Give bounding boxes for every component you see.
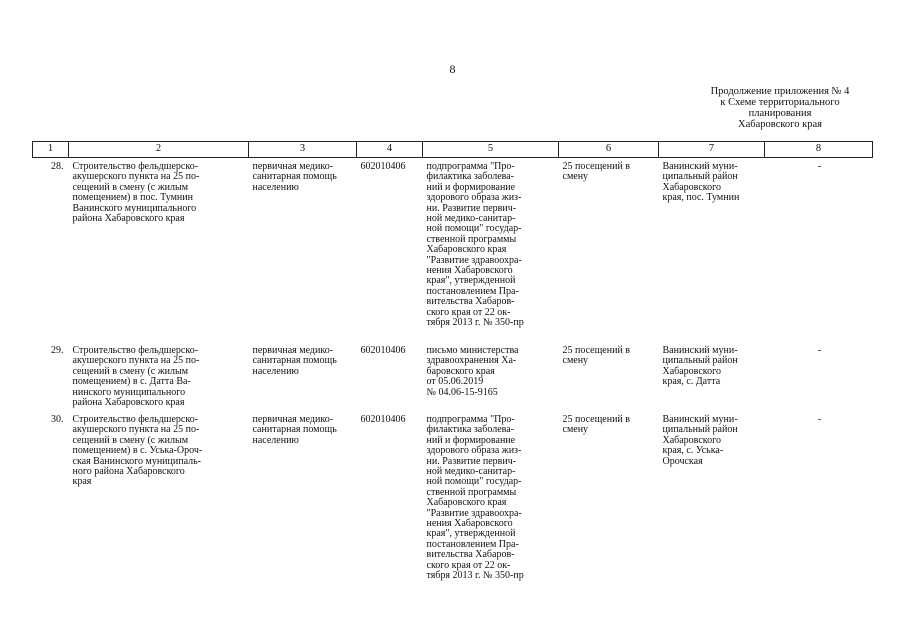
code-cell: 602010406 <box>360 161 406 172</box>
appendix-note-line: Продолжение приложения № 4 <box>710 86 850 97</box>
object-name-cell: Строительство фельдшерско- акушерского пункта на 25 по- сещений в смену (с жилым помещением) в с. Датта Ва- нинского муниципального района Хабаровского края <box>72 345 200 409</box>
appendix-note <box>690 86 870 130</box>
object-name-cell: Строительство фельдшерско- акушерского пункта на 25 по- сещений в смену (с жилым помещением) в с. Уська-Ороч- ская Ванинского муниципаль- ного района Хабаровского края <box>72 414 203 488</box>
column-8-cell: - <box>817 345 822 356</box>
location-cell: Ванинский муни- ципальный район Хабаровского края, с. Датта <box>662 345 738 388</box>
object-name-cell: Строительство фельдшерско- акушерского пункта на 25 по- сещений в смену (с жилым помещением) в пос. Тумнин Ванинского муниципального района Хабаровского края <box>72 161 200 225</box>
column-header: 7 <box>659 142 765 158</box>
capacity-cell: 25 посещений в смену <box>562 161 631 183</box>
column-header: 5 <box>423 142 559 158</box>
capacity-cell: 25 посещений в смену <box>562 414 631 436</box>
column-8-cell: - <box>817 414 822 425</box>
table-row <box>33 342 873 411</box>
table-row <box>33 158 873 343</box>
column-header: 3 <box>249 142 357 158</box>
appendix-note-line: планирования <box>748 108 812 119</box>
purpose-cell: первичная медико- санитарная помощь населению <box>252 345 337 377</box>
row-number: 29. <box>51 345 64 356</box>
capacity-cell: 25 посещений в смену <box>562 345 631 367</box>
basis-cell: подпрограмма "Про- филактика заболева- ний и формирование здорового образа жиз- ни. Развитие первич- ной медико-санитар- ной помощи" государ- ственной программы Хабаровского края "Развитие здравоохра- нения Хабаровского края", утвержденной постановлением Пра- вительства Хабаров- ского края от 22 ок- тября 2013 г. № 350-пр <box>426 414 524 582</box>
appendix-note-line: к Схеме территориального <box>720 97 840 108</box>
column-header: 8 <box>765 142 873 158</box>
location-cell: Ванинский муни- ципальный район Хабаровского края, с. Уська- Орочская <box>662 414 738 467</box>
basis-cell: подпрограмма "Про- филактика заболева- ний и формирование здорового образа жиз- ни. Развитие первич- ной медико-санитар- ной помощи" государ- ственной программы Хабаровского края "Развитие здравоохра- нения Хабаровского края", утвержденной постановлением Пра- вительства Хабаров- ского края от 22 ок- тября 2013 г. № 350-пр <box>426 161 524 329</box>
location-cell: Ванинский муни- ципальный район Хабаровского края, пос. Тумнин <box>662 161 740 204</box>
table-row <box>33 411 873 590</box>
column-header: 6 <box>559 142 659 158</box>
page-number: 8 <box>449 62 456 76</box>
code-cell: 602010406 <box>360 414 406 425</box>
purpose-cell: первичная медико- санитарная помощь населению <box>252 414 337 446</box>
basis-cell: письмо министерства здравоохранения Ха- баровского края от 05.06.2019 № 04.06-15-9165 <box>426 345 519 398</box>
row-number: 28. <box>51 161 64 172</box>
column-8-cell: - <box>817 161 822 172</box>
table-header-row <box>33 142 873 158</box>
column-header: 1 <box>33 142 69 158</box>
code-cell: 602010406 <box>360 345 406 356</box>
row-number: 30. <box>51 414 64 425</box>
column-header: 2 <box>69 142 249 158</box>
appendix-note-line: Хабаровского края <box>738 119 822 130</box>
purpose-cell: первичная медико- санитарная помощь населению <box>252 161 337 193</box>
column-header: 4 <box>357 142 423 158</box>
planning-table <box>32 141 873 590</box>
